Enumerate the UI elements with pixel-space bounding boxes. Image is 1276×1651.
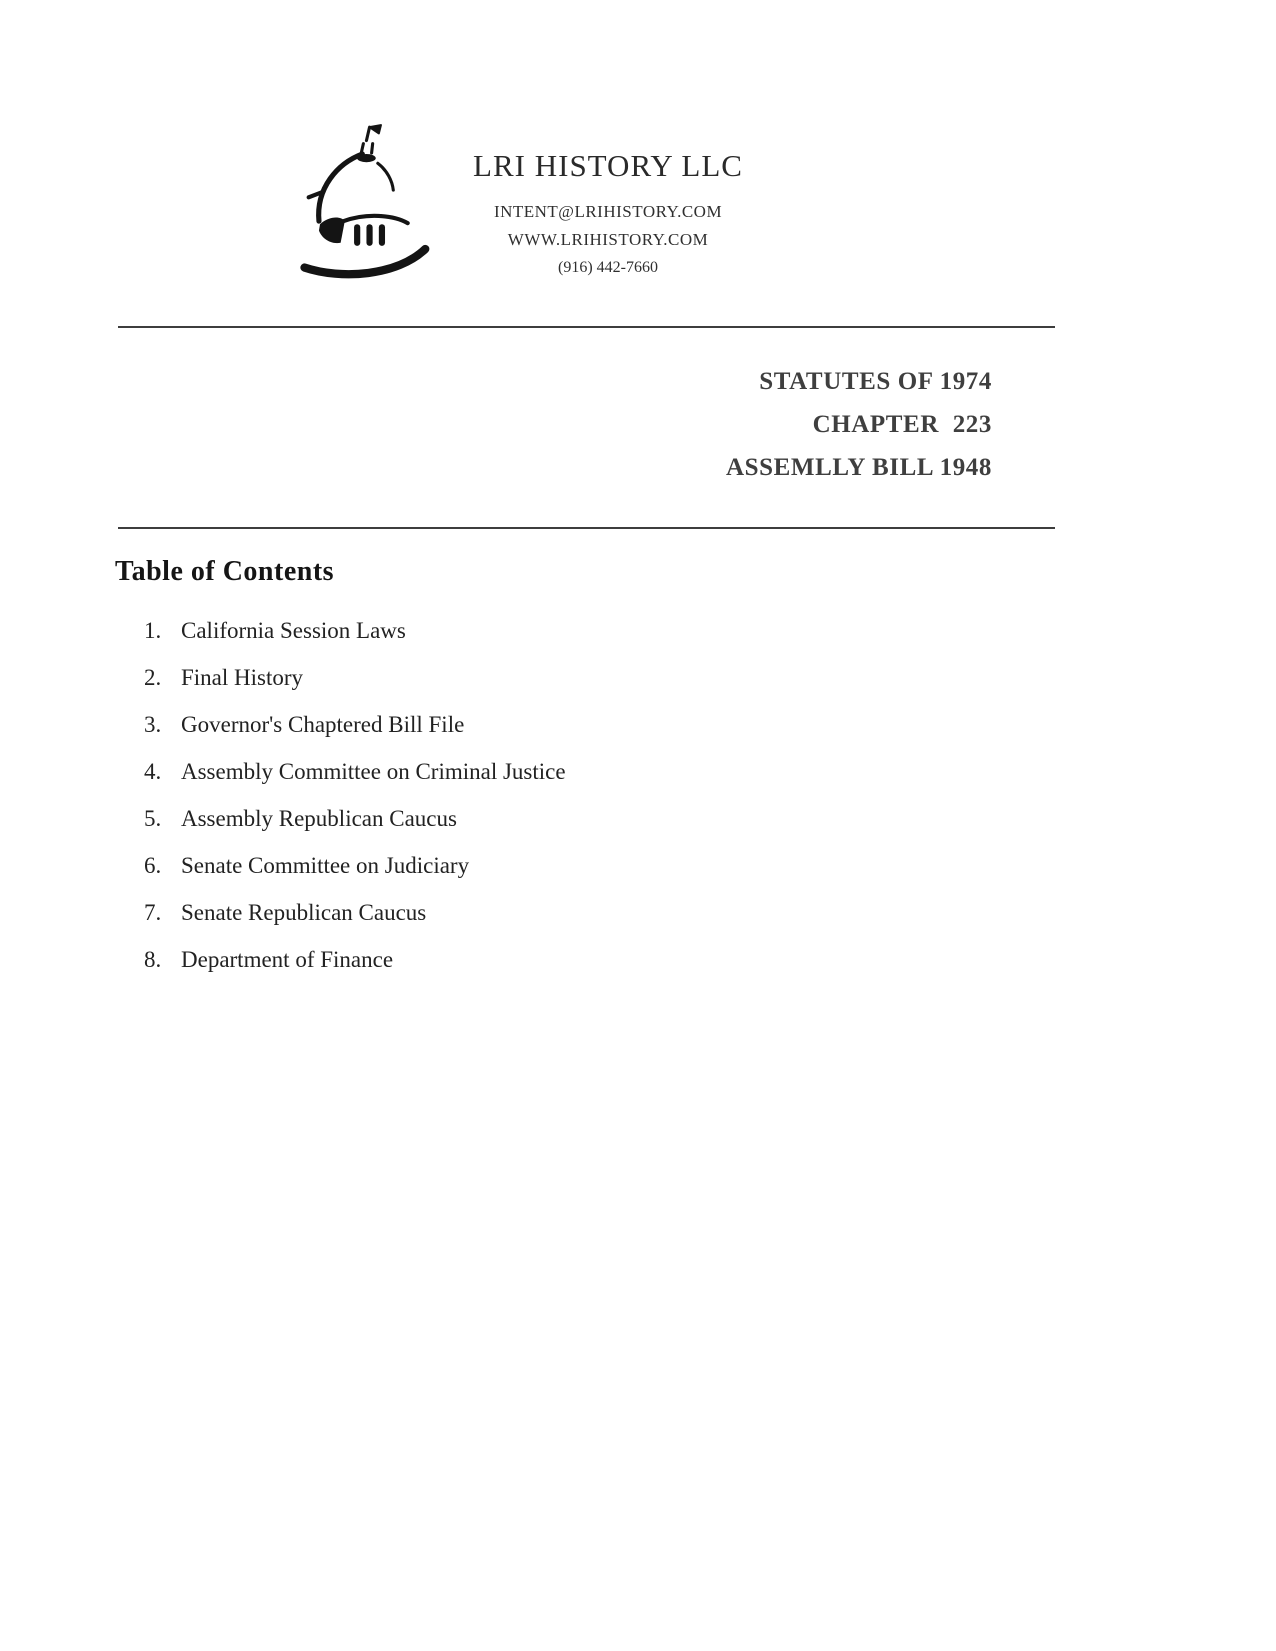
toc-item-number: 2. bbox=[144, 665, 162, 690]
toc-item-label: Assembly Committee on Criminal Justice bbox=[181, 759, 566, 784]
toc-item-label: Senate Republican Caucus bbox=[181, 900, 427, 925]
company-name: LRI HISTORY LLC bbox=[473, 148, 743, 183]
toc-item-label: Assembly Republican Caucus bbox=[181, 806, 457, 831]
toc-item-label: Governor's Chaptered Bill File bbox=[181, 712, 465, 737]
toc-item-label: Senate Committee on Judiciary bbox=[181, 853, 470, 878]
toc-item-label: California Session Laws bbox=[181, 618, 406, 643]
toc-item-number: 8. bbox=[144, 947, 162, 972]
company-phone: (916) 442-7660 bbox=[558, 259, 658, 276]
toc-list bbox=[144, 618, 844, 994]
toc-item-number: 4. bbox=[144, 759, 162, 784]
toc-item bbox=[144, 759, 844, 806]
toc-item-label: Department of Finance bbox=[181, 947, 394, 972]
toc-item-number: 5. bbox=[144, 806, 162, 831]
toc-item-number: 3. bbox=[144, 712, 162, 737]
toc-title: Table of Contents bbox=[115, 556, 335, 587]
toc-item bbox=[144, 806, 844, 853]
company-website: WWW.LRIHISTORY.COM bbox=[507, 230, 709, 249]
letterhead bbox=[438, 148, 778, 282]
toc-item-number: 1. bbox=[144, 618, 162, 643]
toc-item bbox=[144, 618, 844, 665]
toc-item bbox=[144, 712, 844, 759]
divider-bottom bbox=[118, 527, 1055, 529]
toc-item-number: 7. bbox=[144, 900, 162, 925]
divider-top bbox=[118, 326, 1055, 328]
statute-line-bill: ASSEMLLY BILL 1948 bbox=[726, 454, 992, 481]
capitol-dome-logo-icon bbox=[298, 122, 438, 282]
toc-item bbox=[144, 947, 844, 994]
toc-item bbox=[144, 900, 844, 947]
toc-item bbox=[144, 665, 844, 712]
toc-item-label: Final History bbox=[181, 665, 304, 690]
statute-heading bbox=[726, 360, 992, 489]
toc-item bbox=[144, 853, 844, 900]
company-email: INTENT@LRIHISTORY.COM bbox=[493, 202, 723, 221]
statute-line-chapter: CHAPTER 223 bbox=[812, 411, 992, 438]
statute-line-year: STATUTES OF 1974 bbox=[759, 368, 992, 395]
toc-item-number: 6. bbox=[144, 853, 162, 878]
